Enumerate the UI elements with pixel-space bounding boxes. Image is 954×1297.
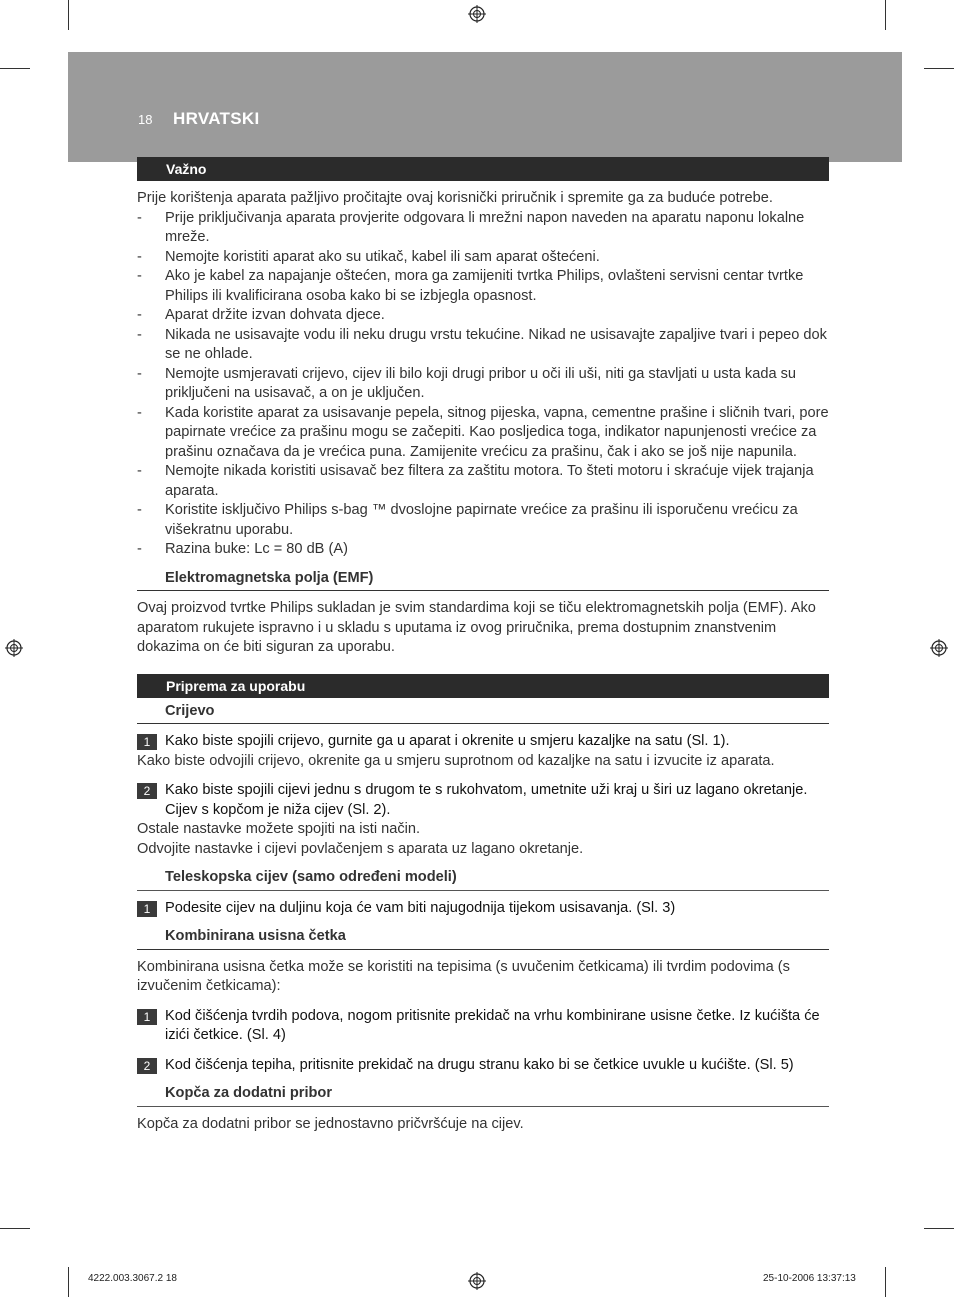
bullet-dash: - <box>137 404 142 421</box>
step-number: 1 <box>137 734 157 750</box>
list-item-text: Razina buke: Lc = 80 dB (A) <box>165 541 348 557</box>
intro-paragraph: Prije korištenja aparata pažljivo pročitajte ovaj korisnički priručnik i spremite ga za buduće potrebe. <box>137 190 773 206</box>
list-item-text: Aparat držite izvan dohvata djece. <box>165 307 385 323</box>
crop-mark <box>885 1267 886 1297</box>
bullet-dash: - <box>137 541 142 557</box>
step-1 <box>137 1007 829 1046</box>
section-bar-priprema: Priprema za uporabu <box>137 674 829 698</box>
bullet-dash: - <box>137 463 142 479</box>
subheading-kombinirana: Kombinirana usisna četka <box>137 927 829 950</box>
list-item-text: Kada koristite aparat za usisavanje pepela, sitnog pijeska, vapna, cementne prašine i sličnih tvari, pore papirnate vrećice za prašinu mogu se začepiti. Kao posljedica toga, indikator napunjenosti vrećice za prašinu označava da je vrećica puna. Zamijenite vrećicu za prašinu, čak i ako se još nije napunila. <box>165 404 829 460</box>
step-number: 1 <box>137 1009 157 1025</box>
footer-doc-id: 4222.003.3067.2 18 <box>88 1273 177 1284</box>
crop-mark <box>68 0 69 30</box>
list-item-text: Prije priključivanja aparata provjerite odgovara li mrežni napon naveden na aparatu naponu lokalne mreže. <box>165 209 805 245</box>
list-item <box>137 540 829 560</box>
step-number: 1 <box>137 901 157 917</box>
bullet-dash: - <box>137 248 142 265</box>
step-number: 2 <box>137 1058 157 1074</box>
list-item <box>137 248 829 268</box>
kombinirana-paragraph: Kombinirana usisna četka može se koristiti na tepisima (s uvučenim četkicama) ili tvrdim podovima (s izvučenim četkicama): <box>137 958 790 994</box>
step-text: Kako biste spojili cijevi jednu s drugom te s rukohvatom, umetnite uži kraj u širi uz lagano okretanje. Cijev s kopčom je niža cijev (Sl. 2). <box>165 782 808 818</box>
kopca-paragraph: Kopča za dodatni pribor se jednostavno pričvršćuje na cijev. <box>137 1115 524 1132</box>
registration-mark-icon <box>468 5 486 23</box>
list-item-text: Nemojte nikada koristiti usisavač bez filtera za zaštitu motora. To šteti motoru i skraćuje vijek trajanja aparata. <box>165 463 814 499</box>
step-text: Kod čišćenja tepiha, pritisnite prekidač na drugu stranu kako bi se četkice uvukle u kućište. (Sl. 5) <box>165 1056 794 1073</box>
list-item-text: Nikada ne usisavajte vodu ili neku drugu vrstu tekućine. Nikad ne usisavajte zapaljive tvari i pepeo dok se ne ohlade. <box>165 326 827 362</box>
registration-mark-icon <box>930 639 948 657</box>
bullet-dash: - <box>137 268 142 284</box>
list-item <box>137 306 829 326</box>
step-text: Podesite cijev na duljinu koja će vam biti najugodnija tijekom usisavanja. (Sl. 3) <box>165 899 676 916</box>
subheading-kopca: Kopča za dodatni pribor <box>137 1084 829 1107</box>
page-number: 18 <box>138 112 153 127</box>
list-item <box>137 404 829 463</box>
warning-list <box>137 209 829 560</box>
registration-mark-icon <box>468 1272 486 1290</box>
step-text: Kod čišćenja tvrdih podova, nogom pritisnite prekidač na vrhu kombinirane usisne četke. Iz kućišta će izići četkice. (Sl. 4) <box>165 1007 820 1043</box>
crop-mark <box>0 68 30 69</box>
list-item <box>137 462 829 501</box>
subheading-teleskopska: Teleskopska cijev (samo određeni modeli) <box>137 868 829 891</box>
step-2 <box>137 781 829 820</box>
crop-mark <box>885 0 886 30</box>
list-item <box>137 365 829 404</box>
bullet-dash: - <box>137 502 142 518</box>
list-item-text: Nemojte usmjeravati crijevo, cijev ili bilo koji drugi pribor u oči ili uši, niti ga stavljati u usta kada su priključeni na usisavač, a on je uključen. <box>165 365 797 401</box>
list-item <box>137 209 829 248</box>
list-item-text: Ako je kabel za napajanje oštećen, mora ga zamijeniti tvrtka Philips, ovlašteni servisni centar tvrtke Philips ili kvalificirana osoba kako bi se izbjegla opasnost. <box>165 268 804 304</box>
step-1 <box>137 899 829 919</box>
registration-mark-icon <box>5 639 23 657</box>
note-paragraph: Ostale nastavke možete spojiti na isti način. <box>137 821 421 837</box>
crop-mark <box>68 1267 69 1297</box>
list-item <box>137 326 829 365</box>
list-item-text: Koristite isključivo Philips s-bag ™ dvoslojne papirnate vrećice za prašinu ili isporučenu vrećicu za višekratnu uporabu. <box>165 502 798 538</box>
crop-mark <box>924 1228 954 1229</box>
footer-timestamp: 25-10-2006 13:37:13 <box>763 1273 856 1284</box>
language-title: HRVATSKI <box>173 109 260 128</box>
step-2 <box>137 1056 829 1076</box>
step-1 <box>137 732 829 752</box>
list-item <box>137 267 829 306</box>
subheading-crijevo: Crijevo <box>137 702 829 725</box>
note-paragraph: Kako biste odvojili crijevo, okrenite ga u smjeru suprotnom od kazaljke na satu i izvucite iz aparata. <box>137 752 775 769</box>
bullet-dash: - <box>137 365 142 382</box>
subheading-emf: Elektromagnetska polja (EMF) <box>137 569 829 592</box>
section-bar-vazno: Važno <box>137 157 829 181</box>
bullet-dash: - <box>137 307 142 323</box>
bullet-dash: - <box>137 209 142 226</box>
list-item <box>137 501 829 540</box>
bullet-dash: - <box>137 326 142 343</box>
list-item-text: Nemojte koristiti aparat ako su utikač, kabel ili sam aparat oštećeni. <box>165 248 600 265</box>
note-paragraph: Odvojite nastavke i cijevi povlačenjem s aparata uz lagano okretanje. <box>137 840 584 857</box>
crop-mark <box>924 68 954 69</box>
emf-paragraph: Ovaj proizvod tvrtke Philips sukladan je svim standardima koji se tiču elektromagnetskih polja (EMF). Ako aparatom rukujete ispravno i u skladu s uputama iz ovog priručnika, prema dostupnim znanstvenim dokazima on će biti siguran za uporabu. <box>137 600 816 655</box>
step-text: Kako biste spojili crijevo, gurnite ga u aparat i okrenite u smjeru kazaljke na satu (Sl. 1). <box>165 733 730 749</box>
crop-mark <box>0 1228 30 1229</box>
step-number: 2 <box>137 783 157 799</box>
header-band <box>68 52 902 162</box>
page-content <box>137 157 829 1134</box>
